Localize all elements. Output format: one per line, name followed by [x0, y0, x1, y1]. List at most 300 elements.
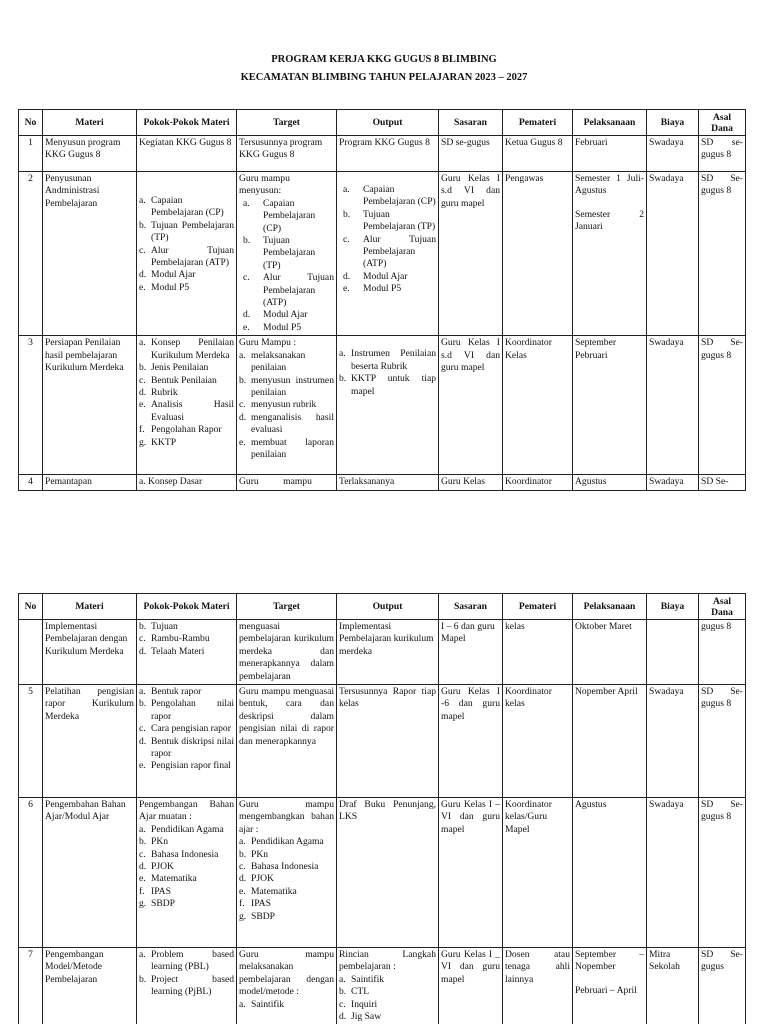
list-text: Pendidikan Agama — [251, 836, 324, 848]
cell-target — [237, 336, 337, 475]
list-marker: d. — [239, 411, 247, 423]
list-item — [139, 760, 234, 772]
cell-sasaran: Guru Kelas — [439, 475, 503, 490]
list-text: Pengisian rapor final — [151, 760, 231, 772]
list-text: Alur Tujuan Pembelajaran (ATP) — [363, 233, 436, 270]
cell-asal-dana: SD se-gugus 8 — [699, 136, 746, 172]
list-marker: e. — [343, 283, 350, 295]
list-text: Capaian Pembelajaran (CP) — [363, 184, 436, 208]
list-text: SBDP — [251, 910, 275, 922]
cell-pokok-materi — [137, 948, 237, 1024]
cell-sasaran: Guru Kelas I s.d VI dan guru mapel — [439, 336, 503, 475]
list-marker: b. — [139, 973, 147, 985]
cell-no — [19, 620, 43, 685]
cell-target: Guru mampu menguasai bentuk, cara dan deskripsi dalam pengisian nilai di rapor dan menerapkannya — [237, 685, 337, 798]
list-marker: d. — [139, 645, 147, 657]
list-text: Capaian Pembelajaran (CP) — [151, 195, 224, 219]
list-text: Jenis Penilaian — [151, 362, 209, 374]
cell-materi: Penyusunan Andministrasi Pembelajaran — [43, 172, 137, 336]
list-marker: e. — [239, 885, 246, 897]
list-marker: e. — [239, 436, 246, 448]
document-title-line-2: KECAMATAN BLIMBING TAHUN PELAJARAN 2023 – 2027 — [240, 72, 528, 83]
cell-no: 1 — [19, 136, 43, 172]
header-output: Output — [337, 110, 439, 136]
list-marker: b. — [239, 374, 247, 386]
document-title-line-1: PROGRAM KERJA KKG GUGUS 8 BLIMBING — [271, 54, 497, 65]
list-item — [139, 824, 234, 836]
pelaksanaan-semester-1: Semester 1 Juli-Agustus — [575, 173, 644, 197]
cell-asal-dana: SD Se-gugus 8 — [699, 336, 746, 475]
cell-pelaksanaan: Oktober Maret — [573, 620, 647, 685]
list-marker: c. — [343, 233, 350, 245]
list-item — [139, 686, 234, 698]
table-header-row — [19, 110, 746, 136]
list-item — [139, 424, 234, 436]
list-text: Bahasa Indonesia — [151, 848, 219, 860]
cell-pemateri: Koordinator — [503, 475, 573, 490]
list-text: menganalisis hasil evaluasi — [251, 411, 334, 436]
cell-materi: Pengembangan Model/Metode Pembelajaran — [43, 948, 137, 1024]
list-marker: a. — [239, 836, 246, 848]
cell-no: 2 — [19, 172, 43, 336]
cell-asal-dana: SD Se-gugus 8 — [699, 685, 746, 798]
header-asal-dana: Asal Dana — [699, 594, 746, 620]
list-text: Analisis Hasil Evaluasi — [151, 399, 234, 423]
table-row — [19, 136, 746, 172]
list-text: Bentuk Penilaian — [151, 374, 217, 386]
cell-target — [237, 798, 337, 948]
list-marker: b. — [339, 373, 347, 385]
list-text: Matematika — [151, 873, 197, 885]
cell-pemateri: Ketua Gugus 8 — [503, 136, 573, 172]
cell-materi: Menyusun program KKG Gugus 8 — [43, 136, 137, 172]
cell-materi: Pengembahan Bahan Ajar/Modul Ajar — [43, 798, 137, 948]
header-pemateri: Pemateri — [503, 110, 573, 136]
header-sasaran: Sasaran — [439, 594, 503, 620]
table-row — [19, 475, 746, 490]
list-text: Modul P5 — [363, 283, 402, 295]
list-text: Tujuan — [151, 621, 178, 632]
cell-target — [237, 948, 337, 1024]
list-item — [139, 245, 234, 270]
list-item — [139, 861, 234, 873]
cell-materi: Pelatihan pengisian rapor Kurikulum Merdeka — [43, 685, 137, 798]
cell-sasaran: Guru Kelas I – VI dan guru mapel — [439, 798, 503, 948]
list-marker: f. — [139, 885, 145, 897]
list-text: menyusun instrumen penilaian — [251, 374, 334, 398]
pokok-list — [139, 949, 234, 999]
list-item — [139, 949, 234, 974]
list-marker: a. — [339, 348, 346, 360]
cell-pokok-materi — [137, 620, 237, 685]
list-marker: c. — [339, 998, 346, 1010]
list-text: Modul Ajar — [263, 309, 308, 321]
target-list — [239, 836, 334, 923]
cell-output: Tersusunnya Rapor tiap kelas — [337, 685, 439, 798]
cell-no: 3 — [19, 336, 43, 475]
list-text: IPAS — [151, 885, 171, 897]
cell-no: 6 — [19, 798, 43, 948]
cell-no: 4 — [19, 475, 43, 490]
cell-output — [337, 172, 439, 336]
cell-biaya: Swadaya — [647, 685, 699, 798]
header-materi: Materi — [43, 594, 137, 620]
cell-biaya: Swadaya — [647, 475, 699, 490]
list-item — [239, 437, 334, 462]
list-marker: g. — [139, 436, 147, 448]
cell-asal-dana: SD Se-gugus 8 — [699, 172, 746, 336]
header-materi: Materi — [43, 110, 137, 136]
list-marker: d. — [243, 309, 251, 321]
list-item — [339, 974, 436, 986]
list-text: Matematika — [251, 885, 297, 897]
list-marker: e. — [139, 399, 146, 411]
list-text: CTL — [351, 986, 370, 998]
list-item — [239, 886, 334, 898]
list-marker: e. — [139, 760, 146, 772]
list-marker: d. — [139, 269, 147, 281]
cell-sasaran: Guru Kelas I _ VI dan guru mapel — [439, 948, 503, 1024]
list-marker: c. — [239, 399, 246, 411]
list-item — [139, 698, 234, 723]
list-marker: b. — [339, 986, 347, 998]
list-text: Rubrik — [151, 386, 178, 398]
list-text: Alur Tujuan Pembelajaran (ATP) — [151, 244, 234, 269]
cell-biaya: Swadaya — [647, 336, 699, 475]
list-marker: d. — [343, 270, 351, 282]
header-pemateri: Pemateri — [503, 594, 573, 620]
list-item — [339, 986, 436, 998]
list-text: Bahasa Indonesia — [251, 861, 319, 873]
target-intro: Guru mampu melaksanakan pembelajaran dengan model/metode : — [239, 949, 334, 998]
list-item — [139, 836, 234, 848]
cell-asal-dana: SD Se-gugus 8 — [699, 798, 746, 948]
list-marker: b. — [139, 219, 147, 231]
cell-biaya — [647, 620, 699, 685]
list-marker: c. — [243, 272, 250, 284]
list-item — [239, 272, 334, 309]
list-item — [339, 348, 436, 373]
table-row — [19, 336, 746, 475]
list-marker: a. — [343, 184, 350, 195]
list-item — [139, 220, 234, 245]
pokok-list — [139, 686, 234, 773]
list-text: menyusun rubrik — [251, 399, 317, 411]
list-item — [239, 375, 334, 400]
cell-biaya: Swadaya — [647, 798, 699, 948]
pelaksanaan-period-1: September – Nopember — [575, 949, 644, 973]
header-pelaksanaan: Pelaksanaan — [573, 110, 647, 136]
cell-pelaksanaan — [573, 172, 647, 336]
list-text: Pendidikan Agama — [151, 823, 224, 835]
cell-target — [237, 172, 337, 336]
list-text: Capaian Pembelajaran (CP) — [263, 197, 316, 234]
list-marker: b. — [139, 621, 147, 632]
list-item — [239, 399, 334, 411]
list-text: melaksanakan penilaian — [251, 349, 306, 374]
list-item — [139, 337, 234, 362]
list-marker: e. — [243, 321, 250, 333]
list-item — [139, 195, 234, 220]
list-marker: b. — [243, 235, 251, 247]
list-marker: a. — [139, 823, 146, 835]
title-block — [0, 51, 768, 87]
list-text: PKn — [151, 836, 169, 848]
cell-pelaksanaan: Februari — [573, 136, 647, 172]
list-marker: a. — [239, 349, 246, 361]
list-marker: b. — [343, 208, 351, 220]
header-pokok-materi: Pokok-Pokok Materi — [137, 110, 237, 136]
list-marker: d. — [139, 735, 147, 747]
list-text: SBDP — [151, 898, 175, 910]
list-text: Pengolahan nilai rapor — [151, 698, 234, 722]
list-item — [139, 387, 234, 399]
list-item — [139, 282, 234, 294]
list-text: Cara pengisian rapor — [151, 723, 231, 735]
list-marker: a. — [239, 998, 246, 1010]
list-text: Inquiri — [351, 998, 378, 1010]
list-marker: c. — [139, 244, 146, 256]
pelaksanaan-period-2: Pebruari – April — [575, 984, 637, 996]
output-list — [339, 348, 436, 398]
list-marker: b. — [139, 836, 147, 848]
list-text: PJOK — [251, 873, 274, 885]
list-marker: a. — [243, 197, 250, 209]
list-marker: d. — [339, 1011, 347, 1023]
header-no: No — [19, 594, 43, 620]
list-marker: c. — [239, 861, 246, 873]
cell-output: Terlaksananya — [337, 475, 439, 490]
list-marker: a. — [139, 949, 146, 961]
list-item — [239, 235, 334, 272]
header-sasaran: Sasaran — [439, 110, 503, 136]
list-marker: e. — [139, 873, 146, 885]
list-text: Modul P5 — [263, 321, 302, 333]
list-marker: a. — [139, 337, 146, 349]
cell-pelaksanaan: September Pebruari — [573, 336, 647, 475]
cell-asal-dana: SD Se- — [699, 475, 746, 490]
cell-output: Implementasi Pembelajaran kurikulum merdeka — [337, 620, 439, 685]
list-item — [139, 437, 234, 449]
list-text: Alur Tujuan Pembelajaran (ATP) — [263, 272, 334, 309]
pokok-list — [139, 824, 234, 911]
list-text: Jig Saw — [351, 1011, 382, 1023]
list-text: KKTP untuk tiap mapel — [351, 373, 436, 397]
list-item — [239, 412, 334, 437]
cell-pemateri: Dosen atau tenaga ahli lainnya — [503, 948, 573, 1024]
cell-pelaksanaan: Agustus — [573, 475, 647, 490]
list-marker: d. — [139, 386, 147, 398]
list-text: Instrumen Penilaian beserta Rubrik — [351, 348, 436, 372]
list-item — [139, 723, 234, 735]
document-page-1 — [0, 0, 768, 500]
program-table-part-1 — [18, 109, 746, 491]
list-marker: c. — [139, 374, 146, 386]
pokok-intro: Pengembangan Bahan Ajar muatan : — [139, 799, 234, 823]
list-item — [139, 873, 234, 885]
list-text: Tujuan Pembelajaran (TP) — [263, 235, 316, 271]
list-item — [139, 898, 234, 910]
list-marker: c. — [139, 633, 146, 645]
list-marker: b. — [139, 698, 147, 710]
cell-target: Guru mampu — [237, 475, 337, 490]
list-item — [139, 633, 234, 645]
list-text: Telaah Materi — [151, 645, 205, 657]
list-text: Saintifik — [251, 998, 285, 1010]
header-target: Target — [237, 110, 337, 136]
pokok-list — [139, 621, 234, 658]
list-item — [339, 373, 436, 398]
table-row — [19, 685, 746, 798]
list-text: PKn — [251, 848, 269, 860]
list-item — [239, 911, 334, 923]
list-item — [139, 399, 234, 424]
list-text: Bentuk diskripsi nilai rapor — [151, 735, 234, 760]
table-row — [19, 948, 746, 1024]
cell-pokok-materi — [137, 798, 237, 948]
cell-pokok-materi: Kegiatan KKG Gugus 8 — [137, 136, 237, 172]
target-intro: Guru mampu mengembangkan bahan ajar : — [239, 799, 334, 835]
list-text: Modul Ajar — [151, 269, 196, 281]
cell-biaya: Mitra Sekolah — [647, 948, 699, 1024]
list-marker: g. — [139, 898, 147, 910]
list-marker: b. — [239, 848, 247, 860]
program-table-part-2 — [18, 593, 746, 1024]
list-item — [239, 861, 334, 873]
cell-pemateri: kelas — [503, 620, 573, 685]
list-item — [339, 234, 436, 271]
list-marker: f. — [239, 898, 245, 910]
pelaksanaan-semester-2: Semester 2 Januari — [575, 208, 644, 233]
target-intro: Guru mampu menyusun: — [239, 173, 290, 197]
list-item — [239, 999, 334, 1011]
list-marker: d. — [239, 873, 247, 885]
list-text: membuat laporan penilaian — [251, 436, 334, 460]
list-item — [239, 898, 334, 910]
cell-sasaran: Guru Kelas I -6 dan guru mapel — [439, 685, 503, 798]
list-item — [239, 350, 334, 375]
list-text: Project based learning (PjBL) — [151, 973, 234, 998]
list-marker: d. — [139, 861, 147, 873]
cell-biaya: Swadaya — [647, 136, 699, 172]
header-pelaksanaan: Pelaksanaan — [573, 594, 647, 620]
cell-biaya: Swadaya — [647, 172, 699, 336]
list-item — [139, 736, 234, 761]
pokok-list — [139, 337, 234, 449]
list-item — [139, 849, 234, 861]
table-row — [19, 172, 746, 336]
list-marker: e. — [139, 281, 146, 293]
list-text: Konsep Penilaian Kurikulum Merdeka — [151, 337, 234, 361]
list-text: Rambu-Rambu — [151, 633, 210, 645]
list-item — [339, 209, 436, 234]
table-row — [19, 798, 746, 948]
list-item — [139, 974, 234, 999]
cell-asal-dana: gugus 8 — [699, 620, 746, 685]
header-biaya: Biaya — [647, 594, 699, 620]
list-text: PJOK — [151, 861, 174, 873]
list-item — [139, 886, 234, 898]
cell-pelaksanaan: Agustus — [573, 798, 647, 948]
table-header-row — [19, 594, 746, 620]
header-biaya: Biaya — [647, 110, 699, 136]
output-list — [339, 184, 436, 296]
list-item — [239, 873, 334, 885]
list-item — [239, 309, 334, 321]
cell-output — [337, 336, 439, 475]
cell-pemateri: Koordinator kelas/Guru Mapel — [503, 798, 573, 948]
list-item — [239, 322, 334, 334]
list-text: Pengolahan Rapor — [151, 424, 222, 436]
list-text: Modul P5 — [151, 281, 190, 293]
cell-target: Tersusunnya program KKG Gugus 8 — [237, 136, 337, 172]
cell-pemateri: Pengawas — [503, 172, 573, 336]
list-text: Saintifik — [351, 973, 385, 985]
cell-pokok-materi: a. Konsep Dasar — [137, 475, 237, 490]
cell-pelaksanaan — [573, 948, 647, 1024]
list-text: Tujuan Pembelajaran (TP) — [363, 208, 436, 233]
list-item — [339, 184, 436, 209]
cell-pemateri: Koordinator kelas — [503, 685, 573, 798]
target-list — [239, 350, 334, 462]
list-item — [239, 849, 334, 861]
cell-pokok-materi — [137, 172, 237, 336]
header-no: No — [19, 110, 43, 136]
list-text: KKTP — [151, 436, 177, 448]
list-item — [139, 362, 234, 374]
list-marker: g. — [239, 910, 247, 922]
header-pokok-materi: Pokok-Pokok Materi — [137, 594, 237, 620]
list-item — [339, 283, 436, 295]
output-intro: Rincian Langkah pembelajaran : — [339, 949, 436, 973]
list-marker: c. — [139, 723, 146, 735]
target-list — [239, 198, 334, 334]
cell-materi: Implementasi Pembelajaran dengan Kurikulum Merdeka — [43, 620, 137, 685]
list-item — [239, 198, 334, 235]
list-text: Problem based learning (PBL) — [151, 949, 234, 973]
header-asal-dana: Asal Dana — [699, 110, 746, 136]
cell-materi: Persiapan Penilaian hasil pembelajaran Kurikulum Merdeka — [43, 336, 137, 475]
list-item — [339, 271, 436, 283]
cell-sasaran: I – 6 dan guru Mapel — [439, 620, 503, 685]
cell-output: Draf Buku Penunjang, LKS — [337, 798, 439, 948]
cell-no: 7 — [19, 948, 43, 1024]
list-marker: f. — [139, 424, 145, 436]
list-item — [339, 1011, 436, 1023]
output-list — [339, 974, 436, 1024]
header-target: Target — [237, 594, 337, 620]
cell-pokok-materi — [137, 336, 237, 475]
table-row — [19, 620, 746, 685]
target-list — [239, 999, 334, 1011]
list-text: Bentuk rapor — [151, 686, 202, 698]
cell-target: menguasai pembelajaran kurikulum merdeka dan menerapkannya dalam pembelajaran — [237, 620, 337, 685]
list-text: Tujuan Pembelajaran (TP) — [151, 219, 234, 244]
list-text: Modul Ajar — [363, 270, 408, 282]
list-item — [239, 836, 334, 848]
cell-sasaran: SD se-gugus — [439, 136, 503, 172]
list-item — [139, 646, 234, 658]
list-item — [139, 621, 234, 633]
list-marker: a. — [339, 973, 346, 985]
document-page-2 — [0, 590, 768, 1024]
list-marker: a. — [139, 686, 146, 698]
list-marker: c. — [139, 848, 146, 860]
list-marker: b. — [139, 362, 147, 374]
cell-pokok-materi — [137, 685, 237, 798]
cell-materi: Pemantapan — [43, 475, 137, 490]
list-item — [339, 999, 436, 1011]
